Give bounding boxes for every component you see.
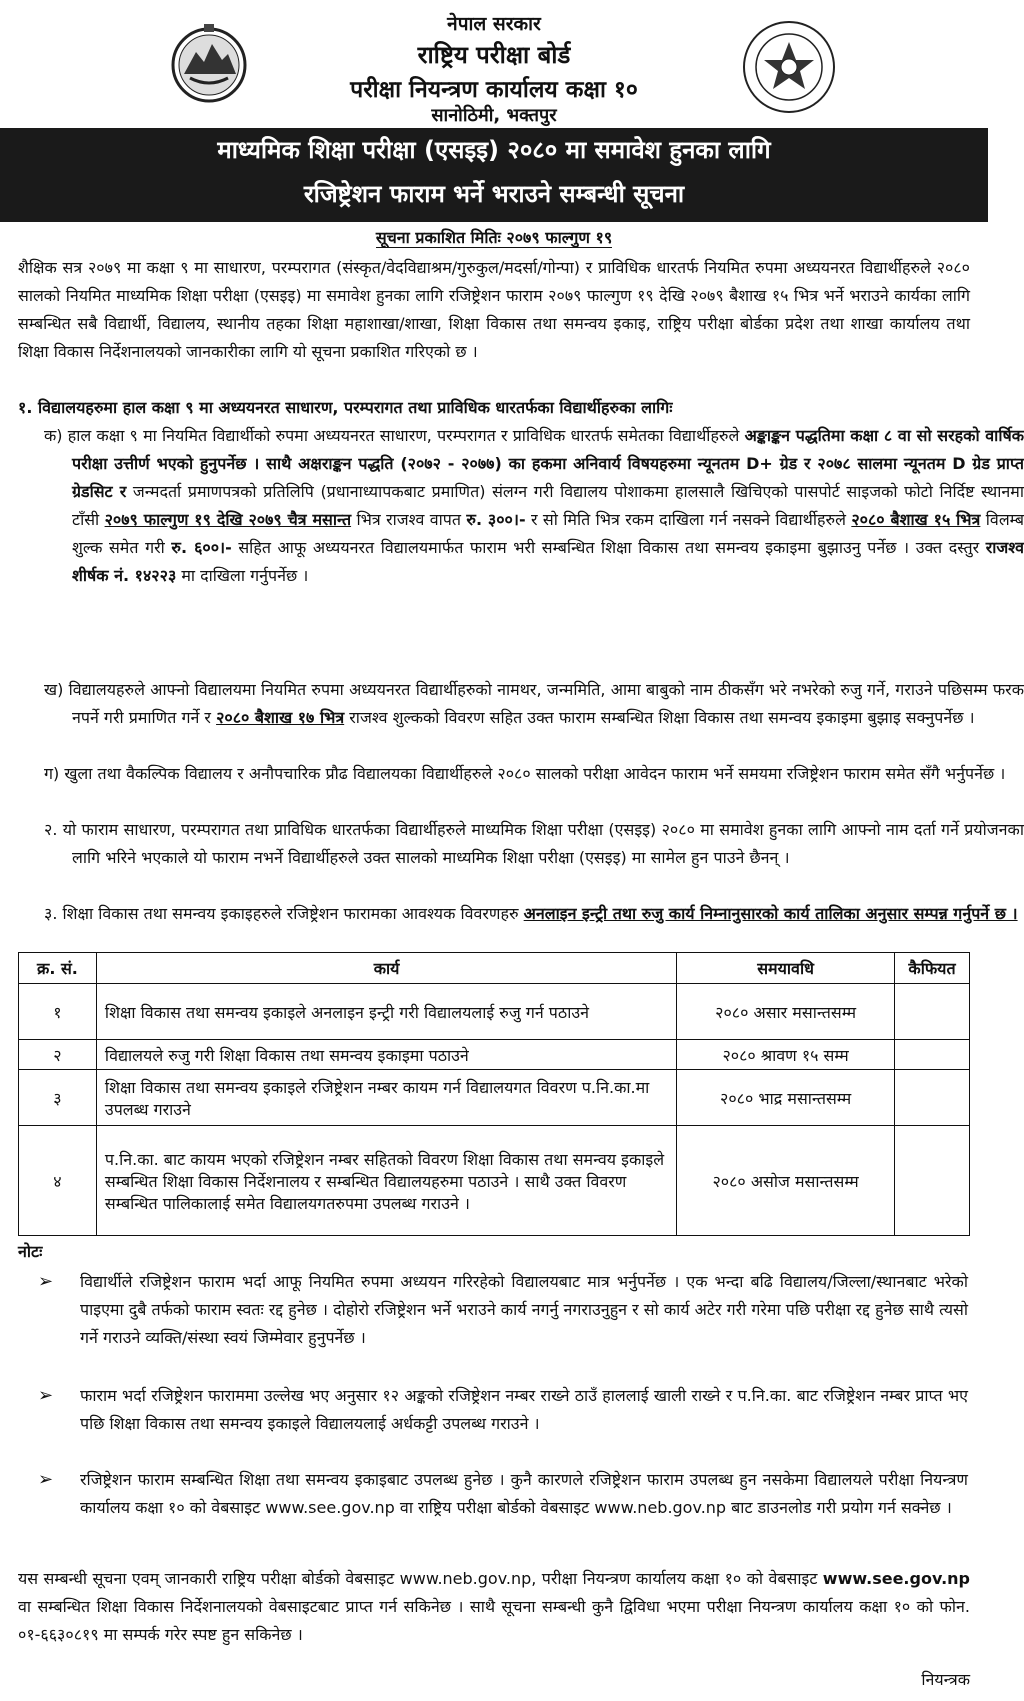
kha-text-3: राजश्व शुल्कको विवरण सहित उक्त फाराम सम्बन्धित शिक्षा विकास तथा समन्वय इकाइमा बुझाइ सक्नुपर्नेछ ।	[344, 708, 975, 727]
arrow-bullet-icon: ➢	[38, 1469, 54, 1490]
board-name: राष्ट्रिय परीक्षा बोर्ड	[417, 41, 571, 69]
row-sn: ३	[19, 1070, 97, 1126]
section-2: २. यो फाराम साधारण, परम्परागत तथा प्राविधिक धारतर्फका विद्यार्थीहरुले माध्यमिक शिक्षा परीक्षा (एसइइ) २०८० मा समावेश हुनका लागि आफ्नो नाम दर्ता गर्ने प्रयोजनका लागि भरिने भएकाले यो फाराम नभर्ने विद्यार्थीहरुले उक्त सालको माध्यमिक शिक्षा परीक्षा (एसइइ) मा सामेल हुन पाउने छैनन् ।	[44, 820, 1024, 867]
note-item	[38, 1466, 968, 1522]
row-sn: १	[19, 984, 97, 1040]
office-name: परीक्षा नियन्त्रण कार्यालय कक्षा १०	[350, 77, 638, 103]
row-remark	[894, 1040, 969, 1070]
ka-text-8: २०८० बैशाख १५ भित्र	[851, 510, 981, 529]
arrow-bullet-icon: ➢	[38, 1271, 54, 1292]
row-task: प.नि.का. बाट कायम भएको रजिष्ट्रेशन नम्बर सहितको विवरण शिक्षा विकास तथा समन्वय इकाइले सम्बन्धित शिक्षा विकास निर्देशनालय र सम्बन्धित विद्यालयहरुमा पठाउने । साथै उक्त विवरण सम्बन्धित पालिकालाई समेत विद्यालयगतरुपमा उपलब्ध गराउने ।	[96, 1126, 676, 1236]
banner-line-2: रजिष्ट्रेशन फाराम भर्ने भराउने सम्बन्धी सूचना	[303, 180, 685, 208]
ka-text-11: सहित आफू अध्ययनरत विद्यालयमार्फत फाराम भरी सम्बन्धित शिक्षा विकास तथा समन्वय इकाइमा बुझाउनु पर्नेछ । उक्त दस्तुर	[231, 538, 986, 557]
kha-text-1: ख) विद्यालयहरुले आफ्नो विद्यालयमा नियमित रुपमा अध्ययनरत विद्यार्थीहरुको नामथर, जन्ममिति, आमा बाबुको नाम ठीकसँग भरे नभरेको रुजु गर्ने, गराउने पछिसम्म फरक नपर्ने गरी प्रमाणित गर्ने र	[44, 680, 1024, 727]
table-header-row	[19, 953, 970, 984]
office-address: सानोठिमी, भक्तपुर	[431, 105, 557, 126]
note-item	[38, 1382, 968, 1438]
row-task: शिक्षा विकास तथा समन्वय इकाइले रजिष्ट्रेशन नम्बर कायम गर्न विद्यालयगत विवरण प.नि.का.मा उपलब्ध गराउने	[96, 1070, 676, 1126]
row-period: २०८० असोज मसान्तसम्म	[677, 1126, 895, 1236]
footer-text-2: वा सम्बन्धित शिक्षा विकास निर्देशनालयको वेबसाइटबाट प्राप्त गर्न सकिनेछ । साथै सूचना सम्बन्धी कुनै द्विविधा भएमा परीक्षा नियन्त्रण कार्यालय कक्षा १० को फोन. ०१-६६३०८१९ मा सम्पर्क गरेर स्पष्ट हुन सकिनेछ ।	[18, 1597, 970, 1644]
gov-name: नेपाल सरकार	[447, 13, 541, 35]
table-row	[19, 1126, 970, 1236]
intro-paragraph: शैक्षिक सत्र २०७९ मा कक्षा ९ मा साधारण, परम्परागत (संस्कृत/वेदविद्याश्रम/गुरुकुल/मदर्सा/गोन्पा) र प्राविधिक धारतर्फ नियमित रुपमा अध्ययनरत विद्यार्थीहरुले २०८० सालको नियमित माध्यमिक शिक्षा परीक्षा (एसइइ) मा समावेश हुनका लागि रजिष्ट्रेशन फाराम २०७९ फाल्गुण १९ देखि २०७९ बैशाख १५ भित्र भर्ने भराउने कार्यका लागि सम्बन्धित सबै विद्यार्थी, विद्यालय, स्थानीय तहका शिक्षा महाशाखा/शाखा, शिक्षा विकास तथा समन्वय इकाइ, राष्ट्रिय परीक्षा बोर्डका प्रदेश तथा शाखा कार्यालय तथा शिक्षा विकास निर्देशनालयको जानकारीका लागि यो सूचना प्रकाशित गरिएको छ ।	[18, 258, 970, 361]
ka-text-6: रु. ३००।-	[466, 510, 526, 529]
row-sn: ४	[19, 1126, 97, 1236]
footer-see-link: www.see.gov.np	[822, 1569, 970, 1588]
row-remark	[894, 1126, 969, 1236]
ka-text-9: विलम्ब शुल्क समेत गरी	[72, 510, 1024, 557]
notice-title-banner	[0, 128, 988, 222]
publish-date-text: सूचना प्रकाशित मितिः २०७९ फाल्गुण १९	[375, 228, 613, 247]
row-sn: २	[19, 1040, 97, 1070]
row-period: २०८० श्रावण १५ सम्म	[677, 1040, 895, 1070]
schedule-table	[18, 952, 970, 1236]
note-text: फाराम भर्दा रजिष्ट्रेशन फाराममा उल्लेख भए अनुसार १२ अङ्कको रजिष्ट्रेशन नम्बर राख्ने ठाउँ हाललाई खाली राख्ने र प.नि.का. बाट रजिष्ट्रेशन नम्बर प्राप्त भए पछि शिक्षा विकास तथा समन्वय इकाइले विद्यालयलाई अर्धकट्टी उपलब्ध गराउने ।	[80, 1386, 968, 1433]
signature: नियन्त्रक	[921, 1670, 970, 1689]
s3-text-2: अनलाइन इन्ट्री तथा रुजु कार्य निम्नानुसारको कार्य तालिका अनुसार सम्पन्न गर्नुपर्ने छ ।	[523, 904, 1018, 923]
row-remark	[894, 1070, 969, 1126]
note-title: नोटः	[18, 1242, 43, 1261]
col-header-sn: क्र. सं.	[19, 953, 97, 984]
footer-text-1: यस सम्बन्धी सूचना एवम् जानकारी राष्ट्रिय परीक्षा बोर्डको वेबसाइट www.neb.gov.np, परीक्षा नियन्त्रण कार्यालय कक्षा १० को वेबसाइट	[18, 1569, 823, 1588]
ka-text-1: क) हाल कक्षा ९ मा नियमित विद्यार्थीको रुपमा अध्ययनरत साधारण, परम्परागत र प्राविधिक धारतर्फ समेतका विद्यार्थीहरुले	[44, 426, 745, 445]
note-item	[38, 1268, 968, 1352]
ka-text-3: जन्मदर्ता प्रमाणपत्रको प्रतिलिपि (प्रधानाध्यापकबाट प्रमाणित) संलग्न गरी विद्यालय पोशाकमा हालसालै खिचिएको पासपोर्ट साइजको फोटो निर्दिष्ट स्थानमा टाँसी	[72, 482, 1024, 529]
row-task: विद्यालयले रुजु गरी शिक्षा विकास तथा समन्वय इकाइमा पठाउने	[96, 1040, 676, 1070]
s3-text-1: ३. शिक्षा विकास तथा समन्वय इकाइहरुले रजिष्ट्रेशन फारामका आवश्यक विवरणहरु	[44, 904, 524, 923]
ka-text-12: राजश्व शीर्षक नं. १४२२३	[72, 538, 1024, 585]
note-text: विद्यार्थीले रजिष्ट्रेशन फाराम भर्दा आफू नियमित रुपमा अध्ययन गरिरहेको विद्यालयबाट मात्र भर्नुपर्नेछ । एक भन्दा बढि विद्यालय/जिल्ला/स्थानबाट भरेको पाइएमा दुबै तर्फको फाराम स्वतः रद्द हुनेछ । दोहोरो रजिष्ट्रेशन भर्ने भराउने कार्य नगर्नु नगराउनुहुन र सो कार्य अटेर गरी गरेमा पछि परीक्षा रद्द हुनेछ साथै त्यसो गर्ने गराउने व्यक्ति/संस्था स्वयं जिम्मेवार हुनुपर्नेछ ।	[80, 1272, 968, 1347]
table-row	[19, 984, 970, 1040]
col-header-task: कार्य	[96, 953, 676, 984]
ka-text-5: भित्र राजश्व वापत	[351, 510, 467, 529]
banner-line-1: माध्यमिक शिक्षा परीक्षा (एसइइ) २०८० मा समावेश हुनका लागि	[217, 136, 771, 164]
kha-text-2: २०८० बैशाख १७ भित्र	[216, 708, 345, 727]
ka-text-10: रु. ६००।-	[171, 538, 232, 557]
arrow-bullet-icon: ➢	[38, 1385, 54, 1406]
examination-board-seal-icon	[740, 18, 838, 116]
section-1-title: १. विद्यालयहरुमा हाल कक्षा ९ मा अध्ययनरत साधारण, परम्परागत तथा प्राविधिक धारतर्फका विद्यार्थीहरुका लागिः	[18, 398, 673, 417]
table-row	[19, 1070, 970, 1126]
row-remark	[894, 984, 969, 1040]
section-1-ga: ग) खुला तथा वैकल्पिक विद्यालय र अनौपचारिक प्रौढ विद्यालयका विद्यार्थीहरुले २०८० सालको परीक्षा आवेदन फाराम भर्ने समयमा रजिष्ट्रेशन फाराम समेत सँगै भर्नुपर्नेछ ।	[44, 764, 1006, 783]
ka-text-7: र सो मिति भित्र रकम दाखिला गर्न नसक्ने विद्यार्थीहरुले	[525, 510, 852, 529]
publish-date	[0, 226, 988, 248]
col-header-remark: कैफियत	[894, 953, 969, 984]
header	[0, 0, 988, 126]
section-1-ka	[18, 422, 1024, 590]
table-row	[19, 1040, 970, 1070]
row-task: शिक्षा विकास तथा समन्वय इकाइले अनलाइन इन्ट्री गरी विद्यालयलाई रुजु गर्न पठाउने	[96, 984, 676, 1040]
footer-paragraph	[18, 1565, 970, 1649]
section-1-kha	[18, 676, 1024, 732]
row-period: २०८० असार मसान्तसम्म	[677, 984, 895, 1040]
row-period: २०८० भाद्र मसान्तसम्म	[677, 1070, 895, 1126]
note-text: रजिष्ट्रेशन फाराम सम्बन्धित शिक्षा तथा समन्वय इकाइबाट उपलब्ध हुनेछ । कुनै कारणले रजिष्ट्रेशन फाराम उपलब्ध हुन नसकेमा विद्यालयले परीक्षा नियन्त्रण कार्यालय कक्षा १० को वेबसाइट www.see.gov.np वा राष्ट्रिय परीक्षा बोर्डको वेबसाइट www.neb.gov.np बाट डाउनलोड गरी प्रयोग गर्न सक्नेछ ।	[80, 1470, 968, 1517]
section-3	[18, 900, 1024, 928]
ka-text-2: अङ्काङ्कन पद्धतिमा कक्षा ८ वा सो सरहको वार्षिक परीक्षा उत्तीर्ण भएको हुनुपर्नेछ । साथै अक्षराङ्कन पद्धति (२०७२ - २०७७) का हकमा अनिवार्य विषयहरुमा न्यूनतम D+ ग्रेड र २०७८ सालमा न्यूनतम D ग्रेड प्राप्त ग्रेडसिट र	[72, 426, 1024, 501]
col-header-period: समयावधि	[677, 953, 895, 984]
ka-text-13: मा दाखिला गर्नुपर्नेछ ।	[176, 566, 309, 585]
ka-text-4: २०७९ फाल्गुण १९ देखि २०७९ चैत्र मसान्त	[104, 510, 352, 529]
